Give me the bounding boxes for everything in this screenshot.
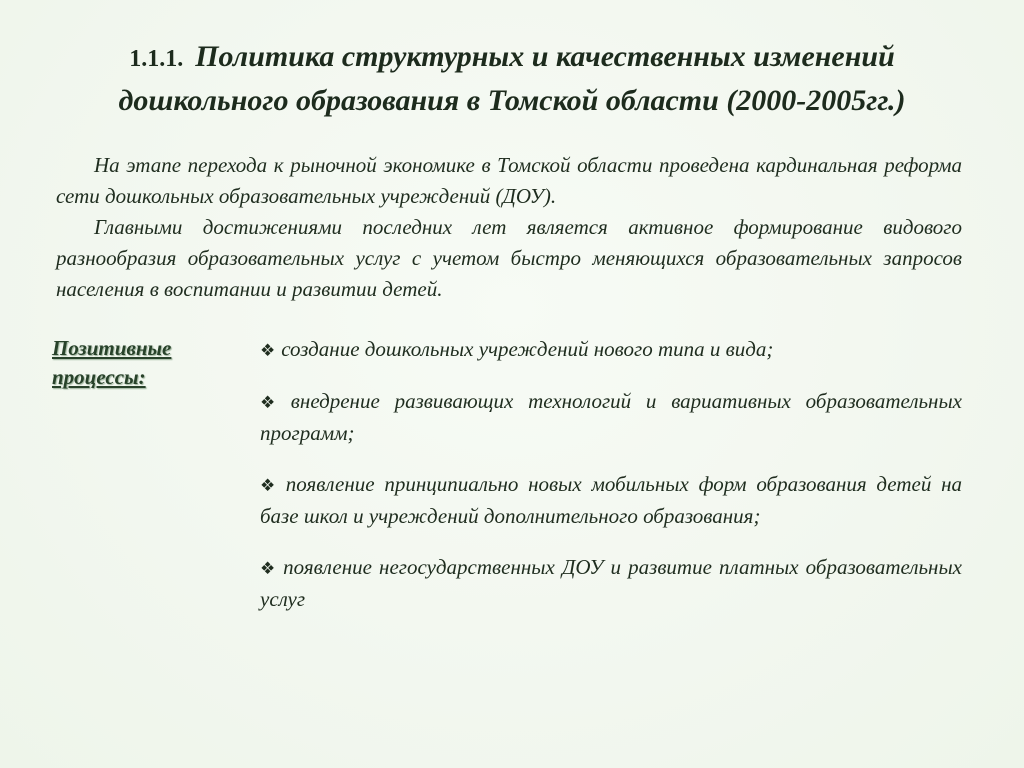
section-number: 1.1.1. <box>129 46 184 72</box>
list-item-text: внедрение развивающих технологий и вариативных образовательных программ; <box>260 389 962 445</box>
positive-processes-label <box>52 334 171 392</box>
positive-label-line-2: процессы: <box>52 365 146 389</box>
intro-text <box>56 150 962 305</box>
positive-label-line-1: Позитивные <box>52 336 172 360</box>
diamond-bullet-icon: ❖ <box>260 476 280 495</box>
diamond-bullet-icon: ❖ <box>260 341 276 360</box>
list-item <box>260 386 962 449</box>
diamond-bullet-icon: ❖ <box>260 559 278 578</box>
list-item-text: создание дошкольных учреждений нового типа и вида; <box>281 337 774 361</box>
positive-processes-list <box>260 334 962 635</box>
intro-paragraph-2: Главными достижениями последних лет является активное формирование видового разнообразия образовательных услуг с учетом быстро меняющихся образовательных запросов населения в воспитании и развитии детей. <box>56 215 962 301</box>
list-item-text: появление принципиально новых мобильных форм образования детей на базе школ и учреждений дополнительного образования; <box>260 472 962 528</box>
list-item-text: появление негосударственных ДОУ и развитие платных образовательных услуг <box>260 555 962 611</box>
list-item <box>260 469 962 532</box>
slide-title <box>60 36 964 122</box>
title-line-2: дошкольного образования в Томской области (2000-2005гг.) <box>118 84 906 117</box>
diamond-bullet-icon: ❖ <box>260 393 285 412</box>
title-line-1: Политика структурных и качественных изменений <box>195 40 895 73</box>
intro-paragraph-1: На этапе перехода к рыночной экономике в Томской области проведена кардинальная реформа сети дошкольных образовательных учреждений (ДОУ). <box>56 153 962 208</box>
list-item <box>260 552 962 615</box>
list-item <box>260 334 962 366</box>
